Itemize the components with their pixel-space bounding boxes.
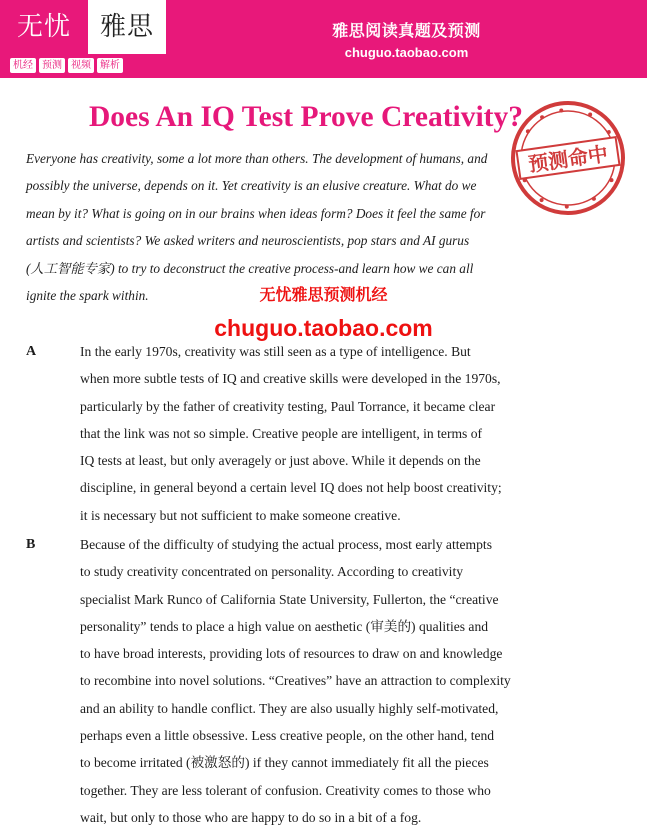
banner-title: 雅思阅读真题及预测 (332, 21, 481, 40)
intro-line: artists and scientists? We asked writers and neuroscientists, pop stars and AI gurus (26, 233, 470, 249)
banner-tags (10, 58, 123, 73)
intro-line: Everyone has creativity, some a lot more than others. The development of humans, and (26, 151, 488, 166)
body-line: wait, but only to those who are happy to do so in a bit of a fog. (80, 809, 422, 825)
brand-logo-right: 雅思 (88, 0, 166, 54)
stamp-text: 预测命中 (526, 141, 610, 177)
body-line: and an ability to handle conflict. They are also usually highly self-motivated, (80, 700, 499, 716)
body-line: to have broad interests, providing lots of resources to draw on and knowledge (80, 646, 503, 662)
tag-shipin: 视频 (68, 58, 94, 73)
banner-url: chuguo.taobao.com (344, 45, 469, 60)
body-line: to study creativity concentrated on personality. According to creativity (80, 564, 464, 580)
body-line: Because of the difficulty of studying the actual process, most early attempts (80, 537, 492, 552)
watermark-chinese: 无忧雅思预测机经 (259, 285, 388, 304)
watermark-url: chuguo.taobao.com (214, 315, 433, 341)
body-line: that the link was not so simple. Creative people are intelligent, in terms of (80, 425, 483, 441)
brand-logo-left: 无忧 (0, 0, 88, 54)
body-line: to recombine into novel solutions. “Creatives” have an attraction to complexity (80, 673, 511, 689)
body-line: particularly by the father of creativity testing, Paul Torrance, it became clear (80, 398, 496, 414)
body-line: when more subtle tests of IQ and creative skills were developed in the 1970s, (80, 371, 501, 387)
body-line: personality” tends to place a high value on aesthetic (审美的) qualities and (80, 618, 489, 634)
body-line: In the early 1970s, creativity was still seen as a type of intelligence. But (80, 344, 471, 359)
header-banner (0, 0, 647, 78)
section-letter: A (26, 344, 37, 359)
body-line: to become irritated (被激怒的) if they cannot immediately fit all the pieces (80, 755, 489, 771)
body-line: specialist Mark Runco of California State University, Fullerton, the “creative (80, 591, 499, 607)
intro-line: possibly the universe, depends on it. Yet creativity is an elusive creature. What do we (26, 178, 477, 194)
body-line: perhaps even a little obsessive. Less creative people, on the other hand, tend (80, 728, 495, 744)
section-body (80, 531, 590, 831)
tag-jijing: 机经 (10, 58, 36, 73)
body-line: discipline, in general beyond a certain level IQ does not help boost creativity; (80, 480, 502, 496)
intro-line: mean by it? What is going on in our brains when ideas form? Does it feel the same for (26, 205, 486, 221)
section-body (80, 338, 590, 529)
page-title: Does An IQ Test Prove Creativity? (88, 101, 524, 133)
body-line: it is necessary but not sufficient to make someone creative. (80, 507, 401, 523)
tag-jiexi: 解析 (97, 58, 123, 73)
body-line: together. They are less tolerant of confusion. Creativity comes to those who (80, 782, 491, 798)
body-line: IQ tests at least, but only averagely or just above. While it depends on the (80, 453, 481, 469)
tag-yuce: 预测 (39, 58, 65, 73)
intro-line: (人工智能专家) to try to deconstruct the creative process-and learn how we can all (26, 260, 474, 276)
section-letter: B (26, 537, 36, 552)
intro-line: ignite the spark within. (26, 288, 149, 304)
